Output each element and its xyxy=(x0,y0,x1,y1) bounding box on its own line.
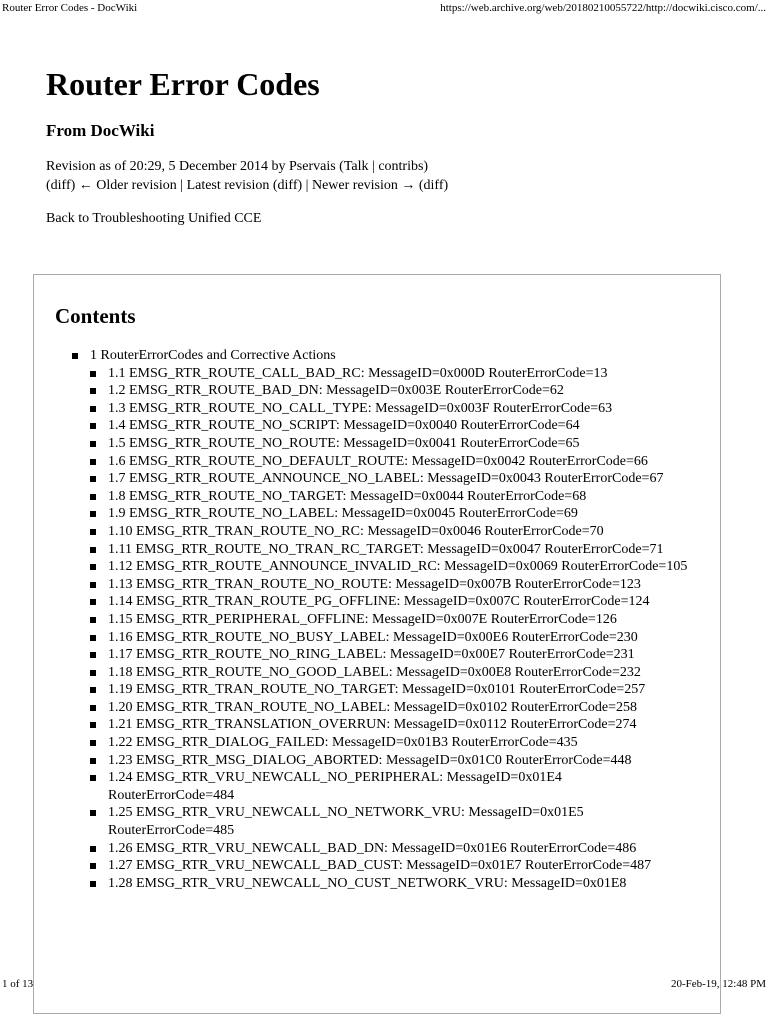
print-header-url: https://web.archive.org/web/20180210055722/http://docwiki.cisco.com/... xyxy=(440,2,766,14)
toc-item xyxy=(90,593,690,611)
toc-item-link[interactable]: 1.19 EMSG_RTR_TRAN_ROUTE_NO_TARGET: MessageID=0x0101 RouterErrorCode=257 xyxy=(108,682,646,698)
page-title: Router Error Codes xyxy=(46,66,320,102)
toc-item xyxy=(90,857,690,875)
toc-item-link[interactable]: 1.10 EMSG_RTR_TRAN_ROUTE_NO_RC: MessageID=0x0046 RouterErrorCode=70 xyxy=(108,523,604,539)
toc-section xyxy=(72,347,702,892)
table-of-contents xyxy=(33,274,721,1014)
toc-item xyxy=(90,435,690,453)
toc-item-link[interactable]: 1.14 EMSG_RTR_TRAN_ROUTE_PG_OFFLINE: MessageID=0x007C RouterErrorCode=124 xyxy=(108,594,650,610)
toc-item xyxy=(90,611,690,629)
toc-item xyxy=(90,523,690,541)
toc-item xyxy=(90,716,690,734)
print-header-title: Router Error Codes - DocWiki xyxy=(2,2,138,14)
toc-subsection-list xyxy=(90,365,690,893)
toc-level-1-list xyxy=(72,347,702,892)
toc-item-link[interactable]: 1.2 EMSG_RTR_ROUTE_BAD_DN: MessageID=0x003E RouterErrorCode=62 xyxy=(108,383,564,399)
toc-item xyxy=(90,769,690,804)
toc-item xyxy=(90,541,690,559)
toc-item xyxy=(90,681,690,699)
toc-item-link[interactable]: 1.3 EMSG_RTR_ROUTE_NO_CALL_TYPE: MessageID=0x003F RouterErrorCode=63 xyxy=(108,400,613,416)
toc-item-link[interactable]: 1.5 EMSG_RTR_ROUTE_NO_ROUTE: MessageID=0x0041 RouterErrorCode=65 xyxy=(108,435,580,451)
revision-info xyxy=(46,157,448,195)
page-count: 1 of 13 xyxy=(2,978,34,990)
toc-item-link[interactable]: 1.25 EMSG_RTR_VRU_NEWCALL_NO_NETWORK_VRU: MessageID=0x01E5 RouterErrorCode=485 xyxy=(108,805,584,839)
toc-item xyxy=(90,382,690,400)
toc-item xyxy=(90,875,690,893)
toc-item xyxy=(90,417,690,435)
toc-item xyxy=(90,470,690,488)
toc-item-link[interactable]: 1.24 EMSG_RTR_VRU_NEWCALL_NO_PERIPHERAL: MessageID=0x01E4 RouterErrorCode=484 xyxy=(108,770,562,803)
toc-item xyxy=(90,646,690,664)
toc-item-link[interactable]: 1.16 EMSG_RTR_ROUTE_NO_BUSY_LABEL: MessageID=0x00E6 RouterErrorCode=230 xyxy=(108,629,638,645)
toc-item-link[interactable]: 1.12 EMSG_RTR_ROUTE_ANNOUNCE_INVALID_RC: MessageID=0x0069 RouterErrorCode=105 xyxy=(108,559,688,575)
toc-item-link[interactable]: 1.6 EMSG_RTR_ROUTE_NO_DEFAULT_ROUTE: MessageID=0x0042 RouterErrorCode=66 xyxy=(108,453,648,469)
toc-item xyxy=(90,488,690,506)
toc-item xyxy=(90,752,690,770)
toc-item-link[interactable]: 1.20 EMSG_RTR_TRAN_ROUTE_NO_LABEL: MessageID=0x0102 RouterErrorCode=258 xyxy=(108,699,638,715)
revision-line-1: Revision as of 20:29, 5 December 2014 by Pservais (Talk | contribs) xyxy=(46,159,429,174)
toc-item-link[interactable]: 1.17 EMSG_RTR_ROUTE_NO_RING_LABEL: MessageID=0x00E7 RouterErrorCode=231 xyxy=(108,647,635,663)
toc-item-link[interactable]: 1.11 EMSG_RTR_ROUTE_NO_TRAN_RC_TARGET: MessageID=0x0047 RouterErrorCode=71 xyxy=(108,541,664,557)
toc-item-link[interactable]: 1.8 EMSG_RTR_ROUTE_NO_TARGET: MessageID=0x0044 RouterErrorCode=68 xyxy=(108,488,587,504)
toc-item-link[interactable]: 1.22 EMSG_RTR_DIALOG_FAILED: MessageID=0x01B3 RouterErrorCode=435 xyxy=(108,735,578,751)
toc-title: Contents xyxy=(55,304,136,328)
print-timestamp: 20-Feb-19, 12:48 PM xyxy=(670,978,766,990)
toc-item-link[interactable]: 1.15 EMSG_RTR_PERIPHERAL_OFFLINE: MessageID=0x007E RouterErrorCode=126 xyxy=(108,611,617,627)
toc-item xyxy=(90,699,690,717)
toc-item-link[interactable]: 1.9 EMSG_RTR_ROUTE_NO_LABEL: MessageID=0x0045 RouterErrorCode=69 xyxy=(108,506,578,522)
toc-section-link[interactable]: 1 RouterErrorCodes and Corrective Actions xyxy=(90,348,336,363)
toc-item-link[interactable]: 1.27 EMSG_RTR_VRU_NEWCALL_BAD_CUST: MessageID=0x01E7 RouterErrorCode=487 xyxy=(108,858,652,874)
toc-item-link[interactable]: 1.1 EMSG_RTR_ROUTE_CALL_BAD_RC: MessageID=0x000D RouterErrorCode=13 xyxy=(108,365,608,381)
toc-item xyxy=(90,629,690,647)
toc-item-link[interactable]: 1.18 EMSG_RTR_ROUTE_NO_GOOD_LABEL: MessageID=0x00E8 RouterErrorCode=232 xyxy=(108,664,641,680)
toc-item xyxy=(90,664,690,682)
toc-item xyxy=(90,804,690,839)
toc-item-link[interactable]: 1.4 EMSG_RTR_ROUTE_NO_SCRIPT: MessageID=0x0040 RouterErrorCode=64 xyxy=(108,418,580,434)
toc-item xyxy=(90,505,690,523)
toc-item xyxy=(90,453,690,471)
toc-item xyxy=(90,576,690,594)
revision-line-2: (diff) ← Older revision | Latest revision (diff) | Newer revision → (diff) xyxy=(46,178,449,193)
toc-item xyxy=(90,558,690,576)
toc-item-link[interactable]: 1.13 EMSG_RTR_TRAN_ROUTE_NO_ROUTE: MessageID=0x007B RouterErrorCode=123 xyxy=(108,576,641,592)
toc-item xyxy=(90,840,690,858)
toc-item xyxy=(90,365,690,383)
toc-item-link[interactable]: 1.7 EMSG_RTR_ROUTE_ANNOUNCE_NO_LABEL: MessageID=0x0043 RouterErrorCode=67 xyxy=(108,471,664,487)
toc-item-link[interactable]: 1.28 EMSG_RTR_VRU_NEWCALL_NO_CUST_NETWORK_VRU: MessageID=0x01E8 xyxy=(108,875,627,891)
toc-item-link[interactable]: 1.23 EMSG_RTR_MSG_DIALOG_ABORTED: MessageID=0x01C0 RouterErrorCode=448 xyxy=(108,752,632,768)
toc-item-link[interactable]: 1.26 EMSG_RTR_VRU_NEWCALL_BAD_DN: MessageID=0x01E6 RouterErrorCode=486 xyxy=(108,840,637,856)
toc-item xyxy=(90,400,690,418)
back-link[interactable]: Back to Troubleshooting Unified CCE xyxy=(46,211,262,226)
toc-item xyxy=(90,734,690,752)
site-subtitle: From DocWiki xyxy=(46,121,155,140)
toc-item-link[interactable]: 1.21 EMSG_RTR_TRANSLATION_OVERRUN: MessageID=0x0112 RouterErrorCode=274 xyxy=(108,717,637,733)
